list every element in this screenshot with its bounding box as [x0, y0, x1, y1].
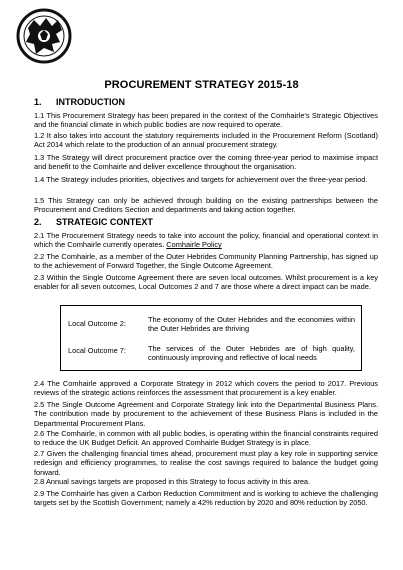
paragraph-text: The Comhairle approved a Corporate Strategy in 2012 which covers the period to 2017. Previous reviews of the strategic actions reinforces the assessment that procurement is a key enabler.	[34, 379, 378, 398]
paragraph-number: 1.5	[34, 196, 45, 205]
paragraph-number: 2.1	[34, 231, 45, 240]
paragraph-2-5	[34, 400, 378, 428]
paragraph-text: Annual savings targets are proposed in this Strategy to focus activity in this area.	[45, 477, 311, 486]
outcome-description: The economy of the Outer Hebrides and the economies within the Outer Hebrides are thriving	[148, 315, 355, 334]
outcome-description: The services of the Outer Hebrides are of high quality, continuously improving and reflective of local needs	[148, 344, 355, 363]
paragraph-number: 2.6	[34, 429, 45, 438]
paragraph-2-8	[34, 477, 378, 486]
paragraph-text: The Procurement Strategy needs to take into account the policy, financial and operational context in which the Comhairle currently operates.	[34, 231, 378, 250]
paragraph-text: This Procurement Strategy has been prepared in the context of the Comhairle's Strategic Objectives and the financial climate in which public bodies are now required to operate.	[34, 111, 378, 130]
paragraph-2-2	[34, 252, 378, 271]
paragraph-1-1	[34, 111, 378, 130]
paragraph-text: The Comhairle, in common with all public bodies, is operating within the financial constraints required to reduce the UK Budget Deficit. An approved Comhairle Budget Strategy is in place.	[34, 429, 379, 448]
paragraph-number: 2.3	[34, 273, 45, 282]
section-title: INTRODUCTION	[56, 97, 125, 107]
paragraph-1-5	[34, 196, 378, 215]
paragraph-2-3	[34, 273, 378, 292]
paragraph-number: 2.9	[34, 489, 45, 498]
outcome-label: Local Outcome 7:	[68, 346, 126, 355]
paragraph-2-1	[34, 231, 378, 250]
paragraph-number: 2.2	[34, 252, 45, 261]
paragraph-1-4	[34, 175, 378, 184]
paragraph-number: 2.4	[34, 379, 45, 388]
section-number: 1.	[34, 97, 42, 107]
paragraph-text: Within the Single Outcome Agreement there are seven local outcomes. Whilst procurement is a key enabler for all seven outcomes, Local Outcomes 2 and 7 are those where a direct impact can be made.	[34, 273, 378, 292]
section-number: 2.	[34, 217, 42, 227]
section-title: STRATEGIC CONTEXT	[56, 217, 153, 227]
local-outcomes-table	[60, 305, 362, 371]
paragraph-number: 2.5	[34, 400, 45, 409]
paragraph-2-6	[34, 429, 378, 448]
paragraph-text: This Strategy can only be achieved through building on the existing partnerships between the Procurement and Creditors Section and departments and taking action together.	[34, 196, 378, 215]
paragraph-number: 1.4	[34, 175, 45, 184]
paragraph-number: 1.3	[34, 153, 45, 162]
outcome-label: Local Outcome 2:	[68, 319, 126, 328]
paragraph-number: 1.2	[34, 131, 45, 140]
paragraph-text: The Comhairle has given a Carbon Reduction Commitment and is working to achieve the challenging targets set by the Scottish Government; namely a 42% reduction by 2020 and 80% reduction by 2050.	[34, 489, 379, 508]
paragraph-number: 2.7	[34, 449, 45, 458]
paragraph-text: The Single Outcome Agreement and Corporate Strategy link into the Departmental Business Plans. The contribution made by procurement to the achievement of these Business Plans is included in the Departmental Procurement Plans.	[34, 400, 378, 428]
paragraph-text: It also takes into account the statutory requirements included in the Procurement Reform (Scotland) Act 2014 which relate to the production of an annual procurement strategy.	[34, 131, 378, 150]
paragraph-2-9	[34, 489, 378, 508]
paragraph-number: 1.1	[34, 111, 45, 120]
paragraph-text: The Comhairle, as a member of the Outer Hebrides Community Planning Partnership, has signed up to the achievement of Forward Together, the Single Outcome Agreement.	[34, 252, 379, 271]
paragraph-1-3	[34, 153, 378, 172]
paragraph-2-7	[34, 449, 378, 477]
page-title: PROCUREMENT STRATEGY 2015-18	[104, 79, 299, 91]
paragraph-1-2	[34, 131, 378, 150]
paragraph-text: The Strategy will direct procurement practice over the coming three-year period to maximise impact and benefit to the Comhairle and deliver excellence throughout the organisation.	[34, 153, 379, 172]
comhairle-policy-link[interactable]: Comhairle Policy	[166, 240, 222, 250]
paragraph-number: 2.8	[34, 477, 45, 486]
paragraph-text: Given the challenging financial times ahead, procurement must play a key role in supporting service redesign and efficiency programmes, to realise the cost savings required to balance the budget going forward.	[34, 449, 378, 477]
paragraph-text: The Strategy includes priorities, objectives and targets for achievement over the three-year period.	[46, 175, 368, 184]
paragraph-2-4	[34, 379, 378, 398]
